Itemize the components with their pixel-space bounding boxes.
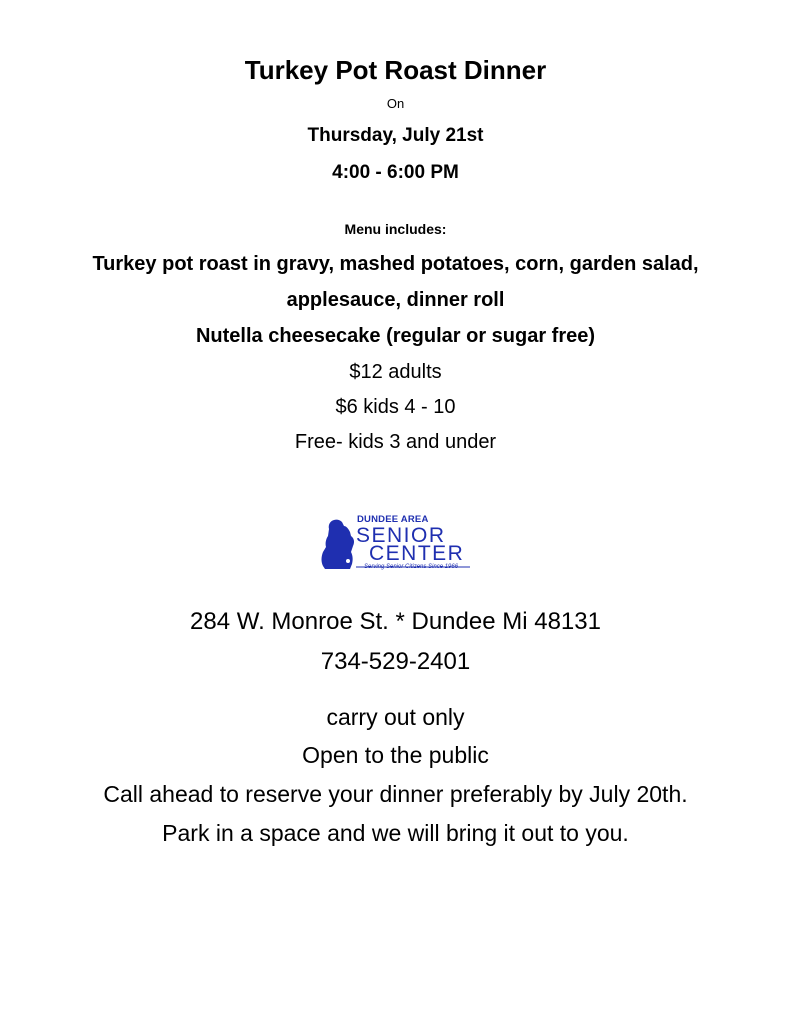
event-time: 4:00 - 6:00 PM <box>332 162 459 183</box>
price-kids: $6 kids 4 - 10 <box>335 396 456 418</box>
logo-top-text: DUNDEE AREA <box>357 514 429 525</box>
logo-senior-text: SENIOR <box>356 524 446 547</box>
logo-center-text: CENTER <box>369 542 465 565</box>
senior-center-logo <box>320 512 480 574</box>
menu-line-main: Turkey pot roast in gravy, mashed potatoes, corn, garden salad, <box>92 253 699 275</box>
event-date: Thursday, July 21st <box>307 125 484 146</box>
info-reserve: Call ahead to reserve your dinner preferably by July 20th. <box>103 781 688 807</box>
menu-line-sides: applesauce, dinner roll <box>286 289 505 311</box>
price-adults: $12 adults <box>349 361 442 383</box>
on-label: On <box>386 96 405 111</box>
event-title: Turkey Pot Roast Dinner <box>244 55 547 85</box>
address: 284 W. Monroe St. * Dundee Mi 48131 <box>190 608 601 635</box>
phone-number: 734-529-2401 <box>320 648 471 675</box>
info-open-public: Open to the public <box>302 742 489 768</box>
info-park: Park in a space and we will bring it out to you. <box>162 820 629 846</box>
info-carry-out: carry out only <box>326 704 465 730</box>
menu-heading: Menu includes: <box>344 221 447 237</box>
price-free: Free- kids 3 and under <box>294 431 497 453</box>
logo-tagline: Serving Senior Citizens Since 1966 <box>364 564 459 570</box>
menu-line-dessert: Nutella cheesecake (regular or sugar free) <box>195 325 596 347</box>
